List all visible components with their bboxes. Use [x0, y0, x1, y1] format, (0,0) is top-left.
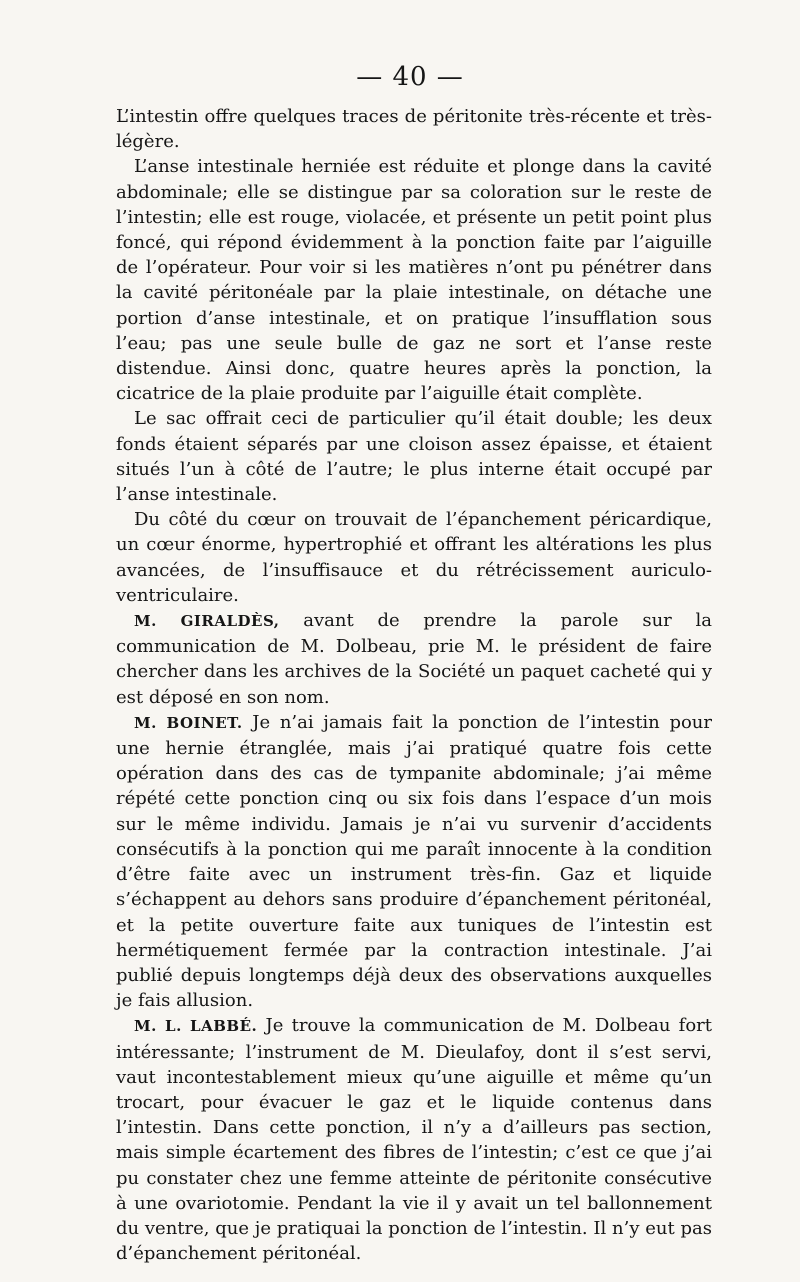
paragraph-text: Je trouve la communication de M. Dolbeau fort intéressante; l’instrument de M. Dieulafoy, dont il s’est servi, vaut incontestablement mieux qu’une aiguille et même qu’un trocart, pour évacuer le gaz et le liquide contenus dans l’intestin. Dans cette ponction, il n’y a d’ailleurs pas section, mais simple écartement des fibres de l’intestin; c’est ce que j’ai pu constater chez une femme atteinte de péritonite consécutive à une ovariotomie. Pendant la vie il y avait un tel ballonnement du ventre, que je pratiquai la ponction de l’intestin. Il n’y eut pas d’épanchement péritonéal.: [116, 1015, 712, 1265]
paragraph-text: Je n’ai jamais fait la ponction de l’intestin pour une hernie étranglée, mais j’ai pratiqué quatre fois cette opération dans des cas de tympanite abdominale; j’ai même répété cette ponction cinq ou six fois dans l’espace d’un mois sur le même individu. Jamais je n’ai vu survenir d’accidents consécutifs à la ponction qui me paraît innocente à la condition d’être faite avec un instrument très-fin. Gaz et liquide s’échappent au dehors sans produire d’épanchement péritonéal, et la petite ouverture faite aux tuniques de l’intestin est hermétiquement fermée par la contraction intestinale. J’ai publié depuis longtemps déjà deux des observations auxquelles je fais allusion.: [116, 711, 712, 1012]
paragraph-text: Du côté du cœur on trouvait de l’épanchement péricardique, un cœur énorme, hypertrophié et offrant les altérations les plus avancées, de l’insuffisauce et du rétrécissement auriculo-ventriculaire.: [116, 509, 712, 606]
paragraph-labbe: [116, 1013, 712, 1266]
paragraph-text: avant de prendre la parole sur la communication de M. Dolbeau, prie M. le président de faire chercher dans les archives de la Société un paquet cacheté qui y est déposé en son nom.: [116, 610, 712, 708]
paragraph-text: Le sac offrait ceci de particulier qu’il était double; les deux fonds étaient séparés par une cloison assez épaisse, et étaient situés l’un à côté de l’autre; le plus interne était occupé par l’anse intestinale.: [116, 408, 712, 506]
speaker-name: M. BOINET.: [134, 713, 243, 732]
paragraph-heart-findings: [116, 507, 712, 608]
paragraph-boinet: [116, 710, 712, 1013]
speaker-name: M. GIRALDÈS,: [134, 612, 280, 631]
paragraph-herniated-loop: [116, 154, 712, 406]
body-text: [116, 104, 712, 1266]
paragraph-text: L’anse intestinale herniée est réduite et plonge dans la cavité abdominale; elle se distingue par sa coloration sur le reste de l’intestin; elle est rouge, violacée, et présente un petit point plus foncé, qui répond évidemment à la ponction faite par l’aiguille de l’opérateur. Pour voir si les matières n’ont pu pénétrer dans la cavité péritonéale par la plaie intestinale, on détache une portion d’anse intestinale, et on pratique l’insufflation sous l’eau; pas une seule bulle de gaz ne sort et l’anse reste distendue. Ainsi donc, quatre heures après la ponction, la cicatrice de la plaie produite par l’aiguille était complète.: [116, 156, 712, 405]
paragraph-intestine-note: [116, 104, 712, 154]
paragraph-double-sac: [116, 406, 712, 507]
paragraph-giraldes: [116, 608, 712, 710]
paragraph-text: L’intestin offre quelques traces de péritonite très-récente et très-légère.: [116, 106, 712, 153]
speaker-name: M. L. LABBÉ.: [134, 1017, 258, 1036]
page-number: — 40 —: [356, 62, 464, 92]
